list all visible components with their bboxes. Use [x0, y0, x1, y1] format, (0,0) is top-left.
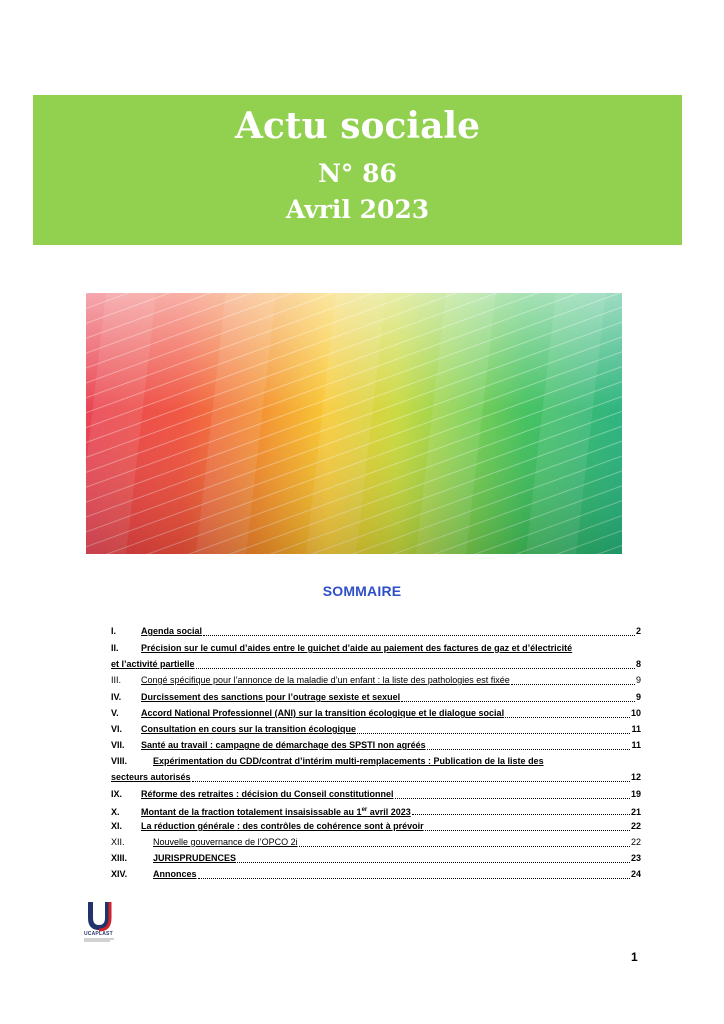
- toc-title: Annonces: [153, 869, 197, 879]
- newsletter-title: Actu sociale: [235, 105, 480, 147]
- toc-title: Santé au travail : campagne de démarchage des SPSTI non agréés: [141, 740, 426, 750]
- toc-number: IX.: [111, 789, 123, 799]
- toc-leader: [196, 660, 635, 669]
- toc-title: Congé spécifique pour l’annonce de la maladie d’un enfant : la liste des pathologies est fixée: [141, 675, 510, 685]
- toc-title: [141, 803, 411, 819]
- toc-leader: [395, 790, 630, 799]
- toc-number: VI.: [111, 724, 123, 734]
- toc-leader: [357, 725, 630, 734]
- toc-leader: [511, 676, 635, 685]
- toc-title: Expérimentation du CDD/contrat d’intérim multi-remplacements : Publication de la liste des: [153, 756, 544, 766]
- toc-entry-8-continued[interactable]: [111, 770, 641, 784]
- toc-page: 10: [630, 708, 641, 718]
- toc-number: II.: [111, 643, 119, 653]
- toc-entry-3[interactable]: [111, 673, 641, 687]
- toc-entry-6[interactable]: [111, 722, 641, 736]
- toc-number: VIII.: [111, 756, 128, 766]
- toc-number: V.: [111, 708, 119, 718]
- toc-page: 21: [630, 807, 641, 817]
- toc-leader: [192, 773, 630, 782]
- issue-date: Avril 2023: [285, 195, 430, 224]
- toc-entry-8[interactable]: [111, 754, 641, 768]
- toc-page: 24: [630, 869, 641, 879]
- toc-leader: [237, 854, 630, 863]
- toc-title: Nouvelle gouvernance de l’OPCO 2i: [153, 837, 298, 847]
- toc-entry-13[interactable]: [111, 851, 641, 865]
- title-banner: [33, 95, 682, 245]
- toc-entry-2-continued[interactable]: [111, 657, 641, 671]
- toc-title-superscript: er: [361, 807, 368, 813]
- toc-page: 11: [631, 724, 641, 734]
- toc-number: III.: [111, 675, 122, 685]
- toc-entry-14[interactable]: [111, 867, 641, 881]
- toc-leader: [425, 822, 630, 831]
- toc-title: La réduction générale : des contrôles de cohérence sont à prévoir: [141, 821, 424, 831]
- toc-number: XI.: [111, 821, 123, 831]
- toc-leader: [203, 627, 635, 636]
- toc-title: Réforme des retraites : décision du Conseil constitutionnel: [141, 789, 394, 799]
- toc-leader: [299, 838, 630, 847]
- toc-entry-4[interactable]: [111, 690, 641, 704]
- toc-number: VII.: [111, 740, 125, 750]
- toc-title: et l’activité partielle: [111, 659, 195, 669]
- toc-leader: [198, 870, 630, 879]
- toc-page: 22: [630, 837, 641, 847]
- page-number: 1: [631, 950, 638, 964]
- toc-leader: [505, 709, 630, 718]
- toc-title: Consultation en cours sur la transition écologique: [141, 724, 357, 734]
- toc-page: 23: [630, 853, 641, 863]
- toc-entry-11[interactable]: [111, 819, 641, 833]
- toc-number: IV.: [111, 692, 122, 702]
- toc-page: 2: [635, 626, 641, 636]
- toc-entry-7[interactable]: [111, 738, 641, 752]
- toc-leader: [427, 741, 631, 750]
- toc-number: X.: [111, 807, 120, 817]
- toc-entry-12[interactable]: [111, 835, 641, 849]
- toc-leader: [412, 806, 630, 815]
- toc-title: Accord National Professionnel (ANI) sur la transition écologique et le dialogue social: [141, 708, 505, 718]
- toc-title-text: Montant de la fraction totalement insaisissable au 1: [141, 807, 362, 817]
- sommaire-title: SOMMAIRE: [322, 583, 402, 599]
- toc-title-text-end: avril 2023: [367, 807, 411, 817]
- toc-leader: [401, 693, 635, 702]
- toc-title: JURISPRUDENCES: [153, 853, 237, 863]
- toc-title: secteurs autorisés: [111, 772, 191, 782]
- toc-title: Précision sur le cumul d’aides entre le guichet d’aide au paiement des factures de gaz et d’électricité: [141, 643, 573, 653]
- toc-page: 12: [630, 772, 641, 782]
- toc-entry-5[interactable]: [111, 706, 641, 720]
- toc-entry-9[interactable]: [111, 787, 641, 801]
- logo-name: UCAPLAST: [84, 931, 113, 937]
- toc-number: I.: [111, 626, 117, 636]
- toc-title: Agenda social: [141, 626, 203, 636]
- toc-entry-10[interactable]: [111, 803, 641, 817]
- toc-entry-2[interactable]: [111, 641, 641, 655]
- toc-page: 8: [635, 659, 641, 669]
- toc-page: 11: [631, 740, 641, 750]
- toc-title: Durcissement des sanctions pour l’outrage sexiste et sexuel: [141, 692, 401, 702]
- toc-number: XIII.: [111, 853, 128, 863]
- issue-number: N° 86: [318, 159, 397, 188]
- toc-page: 9: [635, 692, 641, 702]
- cover-image: [86, 293, 622, 554]
- toc-number: XII.: [111, 837, 125, 847]
- toc-entry-1[interactable]: [111, 624, 641, 638]
- logo-tagline-lines: [84, 938, 120, 942]
- toc-number: XIV.: [111, 869, 128, 879]
- toc-page: 22: [630, 821, 641, 831]
- toc-page: 19: [630, 789, 641, 799]
- toc-page: 9: [635, 675, 641, 685]
